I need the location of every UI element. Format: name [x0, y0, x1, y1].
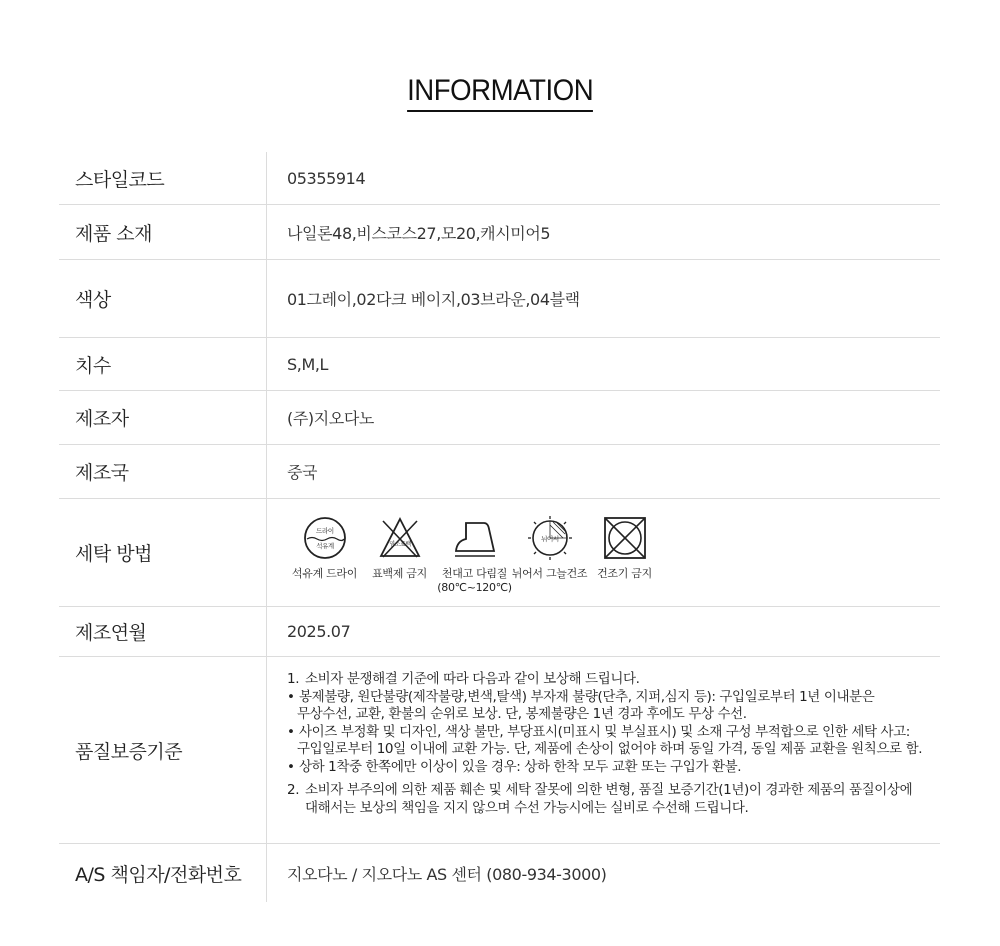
iron-cloth-icon	[452, 515, 498, 561]
value-quality	[267, 657, 940, 843]
row-color	[59, 260, 940, 338]
label-style-code: 스타일코드	[59, 152, 267, 204]
row-date	[59, 607, 940, 657]
label-material: 제품 소재	[59, 205, 267, 259]
quality-bullet-3	[287, 759, 940, 777]
no-bleach-inner: 염소표백	[388, 540, 411, 548]
row-country	[59, 445, 940, 499]
bullet-dot: •	[287, 758, 295, 775]
label-as: A/S 책임자/전화번호	[59, 844, 267, 902]
quality-bullet-1	[287, 689, 940, 707]
row-quality	[59, 657, 940, 844]
label-country: 제조국	[59, 445, 267, 498]
bullet-dot: •	[287, 688, 295, 705]
no-bleach-caption: 표백제 금지	[372, 566, 427, 580]
iron-caption-line2: (80℃~120℃)	[437, 580, 512, 594]
dry-clean-inner-top: 드라이	[315, 526, 334, 535]
no-tumble-dry-icon	[602, 515, 648, 561]
row-material	[59, 205, 940, 260]
wash-icons	[287, 511, 662, 595]
quality-b2-l2: 구입일로부터 10일 이내에 교환 가능. 단, 제품에 손상이 없어야 하며 동일 가격, 동일 제품 교환을 원칙으로 함.	[297, 741, 923, 757]
quality-num-1: 1.	[287, 671, 300, 687]
label-size: 치수	[59, 338, 267, 390]
value-country: 중국	[287, 463, 318, 482]
iron-caption	[437, 567, 512, 595]
wash-item-flat-dry	[512, 515, 587, 581]
value-color: 01그레이,02다크 베이지,03브라운,04블랙	[287, 290, 580, 309]
quality-p2-l2: 대해서는 보상의 책임을 지지 않으며 수선 가능시에는 실비로 수선해 드립니다.	[305, 799, 749, 816]
no-bleach-icon	[377, 515, 423, 561]
flat-dry-inner: 뉘어서	[540, 534, 559, 543]
value-size: S,M,L	[287, 354, 329, 374]
wash-item-iron	[437, 515, 512, 595]
wash-item-dry-clean	[287, 515, 362, 581]
row-as	[59, 844, 940, 902]
quality-b3: 상하 1착중 한쪽에만 이상이 있을 경우: 상하 한착 모두 교환 또는 구입가 환불.	[299, 758, 742, 775]
dry-clean-caption: 석유계 드라이	[291, 566, 358, 580]
row-style-code	[59, 152, 940, 205]
bullet-dot: •	[287, 723, 295, 740]
row-maker	[59, 391, 940, 445]
info-heading-wrap	[0, 74, 1000, 112]
quality-num-2: 2.	[287, 782, 300, 798]
label-date: 제조연월	[59, 607, 267, 656]
label-quality: 품질보증기준	[59, 657, 267, 843]
flat-dry-caption: 뉘어서 그늘건조	[511, 566, 588, 580]
quality-bullet-2	[287, 724, 940, 742]
info-table	[59, 152, 940, 902]
value-as: 지오다노 / 지오다노 AS 센터 (080-934-3000)	[287, 864, 607, 884]
label-maker: 제조자	[59, 391, 267, 444]
dry-clean-inner-bottom: 석유계	[315, 541, 334, 550]
quality-item-2	[287, 782, 940, 800]
label-wash: 세탁 방법	[59, 499, 267, 606]
label-color: 색상	[59, 260, 267, 337]
wash-item-no-tumble	[587, 515, 662, 581]
iron-caption-line1: 천대고 다림질	[441, 566, 508, 580]
flat-dry-shade-icon	[527, 515, 573, 561]
no-tumble-caption: 건조기 금지	[597, 566, 652, 580]
quality-p2-l1: 소비자 부주의에 의한 제품 훼손 및 세탁 잘못에 의한 변형, 품질 보증기간(1년)이 경과한 제품의 품질이상에	[305, 782, 913, 798]
row-wash	[59, 499, 940, 607]
value-style-code: 05355914	[287, 168, 366, 188]
quality-item-1	[287, 671, 940, 689]
info-heading: INFORMATION	[407, 74, 593, 112]
quality-b1-l2: 무상수선, 교환, 환불의 순위로 보상. 단, 봉제불량은 1년 경과 후에도 무상 수선.	[297, 706, 747, 722]
value-maker: (주)지오다노	[287, 409, 374, 428]
value-material: 나일론48,비스코스27,모20,캐시미어5	[287, 223, 551, 243]
quality-b2-l1: 사이즈 부정확 및 디자인, 색상 불만, 부당표시(미표시 및 부실표시) 및 소재 구성 부적합으로 인한 세탁 사고:	[299, 723, 910, 740]
dry-clean-petroleum-icon	[302, 515, 348, 561]
wash-item-no-bleach	[362, 515, 437, 581]
row-size	[59, 338, 940, 391]
quality-p1: 소비자 분쟁해결 기준에 따라 다음과 같이 보상해 드립니다.	[305, 671, 640, 687]
value-date: 2025.07	[287, 622, 351, 641]
quality-b1-l1: 봉제불량, 원단불량(제작불량,변색,탈색) 부자재 불량(단추, 지퍼,심지 등): 구입일로부터 1년 이내분은	[299, 688, 875, 705]
value-wash	[267, 499, 940, 606]
